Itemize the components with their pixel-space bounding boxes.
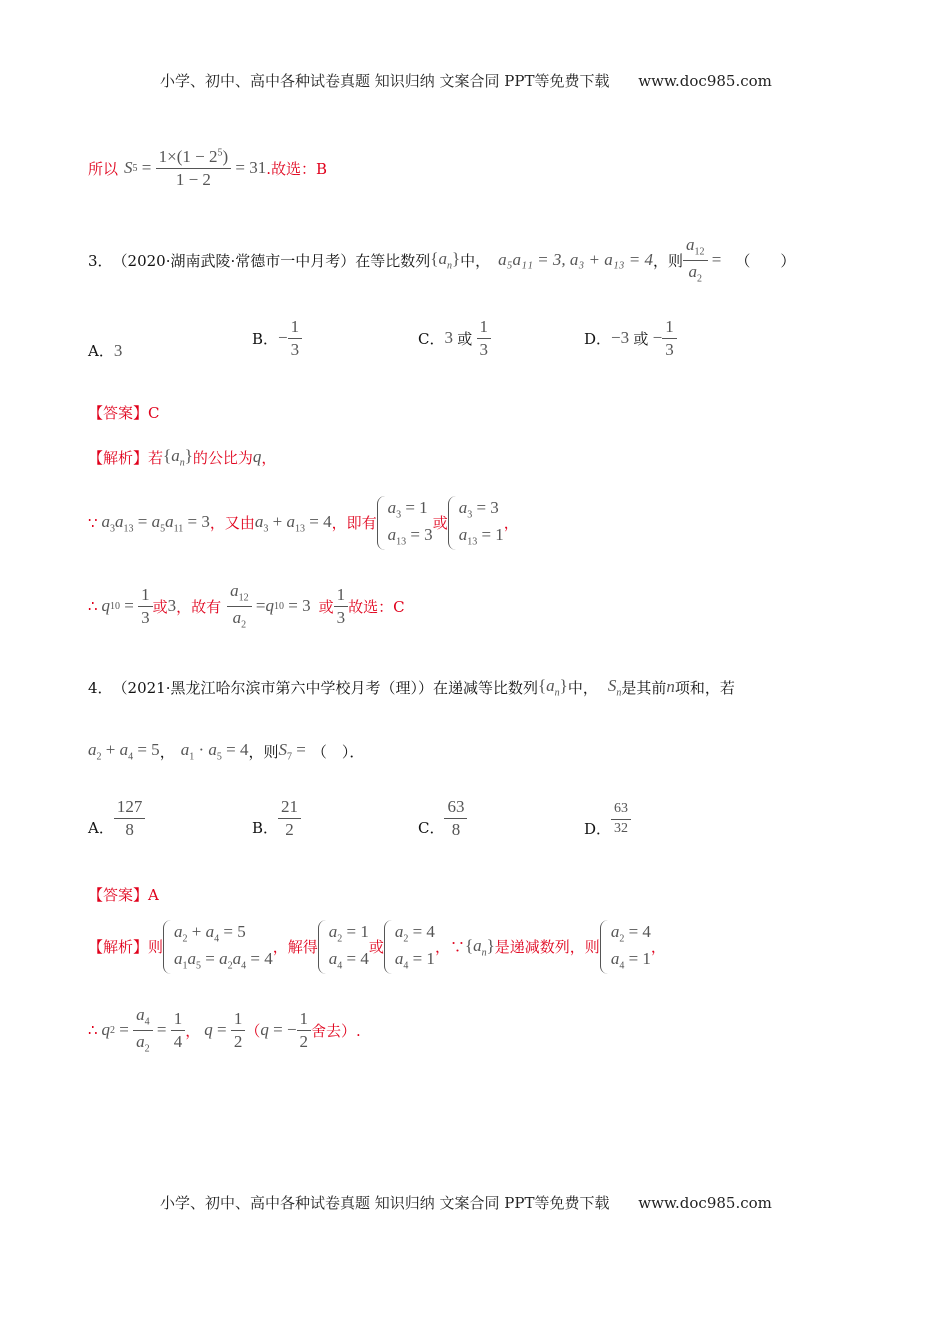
q3-paren: （ ） — [735, 251, 796, 270]
q4-stem: 4． （2021·黑龙江哈尔滨市第六中学校月考（理））在递减等比数列 $\{a_n\}$ 中， $S_n$ 是其前 n 项和，若 — [88, 676, 735, 699]
prev-suffix: .故选：B — [266, 159, 328, 178]
q4-source: （2021·黑龙江哈尔滨市第六中学校月考（理））在递减等比数列 — [112, 678, 538, 697]
q4-answer: 【答案】A — [88, 886, 159, 904]
q4-number: 4． — [88, 678, 113, 697]
q4-analysis-line2: ∴ q 2 = $\frac{a_4}{a_2}$ = $\frac{1}{4}$ ， q = $\frac{1}{2}$ （ q = − $\frac{1}{2}$ 舍去）. — [88, 1005, 361, 1055]
page-footer — [160, 1192, 772, 1213]
prev-solution-line — [88, 148, 327, 189]
q3-mid: 中， — [460, 251, 491, 270]
footer-url[interactable]: www.doc985.com — [638, 1194, 772, 1212]
q3-answer: 【答案】C — [88, 404, 160, 422]
q3-stem — [88, 236, 795, 285]
q4-option-a[interactable]: A． $\frac{127}{8}$ — [88, 798, 145, 839]
q3-condition: a₅a₁₁ = 3, a₃ + a₁₃ = 4 — [498, 250, 654, 270]
q3-option-c[interactable]: C． 3 或 $\frac{1}{3}$ — [418, 318, 491, 359]
q3-number: 3． — [88, 251, 113, 270]
q3-option-b-value: − $\frac{1}{3}$ — [278, 318, 302, 359]
prev-result: = 31 — [235, 158, 267, 178]
prev-formula: S 5 = $\frac{1\times(1 - 2^5)}{1 - 2}$ = 31 — [124, 147, 267, 189]
q4-analysis-line1: 【解析】 则 $a_2 + a_4 = 5$ $a_1a_5 = a_2a_4 = 4$ ，解得 $a_2 = 1$ $a_4 = 4$ 或 $a_2 = 4$ $a_4 = 1$ ，∵ $\{a_n\}$ 是递减数列，则 $a_2 = 4$ $a_4 = 1$ ， — [88, 920, 666, 974]
q3-sequence: $\{a_n\}$ — [430, 249, 461, 272]
q3-option-d-value: −3 或 − $\frac{1}{3}$ — [611, 318, 677, 359]
q4-option-d[interactable]: D． $\frac{63}{32}$ — [584, 800, 631, 839]
q3-analysis-line2: ∵ $a_3a_{13} = a_5a_{11} = 3$ ，又由 $a_3 + a_{13} = 4$ ，即有 $a_3 = 1$ $a_{13} = 3$ 或 $a_3 = 3$ $a_{13} = 1$ ， — [88, 496, 519, 550]
header-url[interactable]: www.doc985.com — [638, 72, 772, 90]
q3-analysis-line3: ∴ q 10 = $\frac{1}{3}$ 或 3 ，故有 $\frac{a_{12}}{a_2}$ = q 10 = 3 或 $\frac{1}{3}$ 故选：C — [88, 581, 405, 631]
q3-then: ，则 — [653, 251, 684, 270]
q4-conditions: $a_2 + a_4 = 5$ ， $a_1 \cdot a_5 = 4$ ，则 $S_7$ = （ ）． — [88, 740, 365, 763]
q3-option-d[interactable]: D． −3 或 − $\frac{1}{3}$ — [584, 318, 677, 359]
prev-prefix: 所以 — [88, 159, 119, 178]
q3-target: $\frac{a_{12}}{a_2}$ = — [683, 236, 721, 285]
header-text: 小学、初中、高中各种试卷真题 知识归纳 文案合同 PPT等免费下载 — [160, 72, 610, 90]
q3-analysis-line1: 【解析】 若 $\{a_n\}$ 的公比为 q ， — [88, 446, 277, 469]
page-header — [160, 70, 772, 91]
q3-option-b[interactable]: B． − $\frac{1}{3}$ — [252, 318, 302, 359]
footer-text: 小学、初中、高中各种试卷真题 知识归纳 文案合同 PPT等免费下载 — [160, 1194, 610, 1212]
q3-option-a[interactable]: A．3 — [88, 341, 123, 360]
q4-option-b[interactable]: B． $\frac{21}{2}$ — [252, 798, 301, 839]
q3-option-c-value: 3 或 $\frac{1}{3}$ — [444, 318, 491, 359]
q4-option-c[interactable]: C． $\frac{63}{8}$ — [418, 798, 467, 839]
q3-source: （2020·湖南武陵·常德市一中月考）在等比数列 — [112, 251, 431, 270]
